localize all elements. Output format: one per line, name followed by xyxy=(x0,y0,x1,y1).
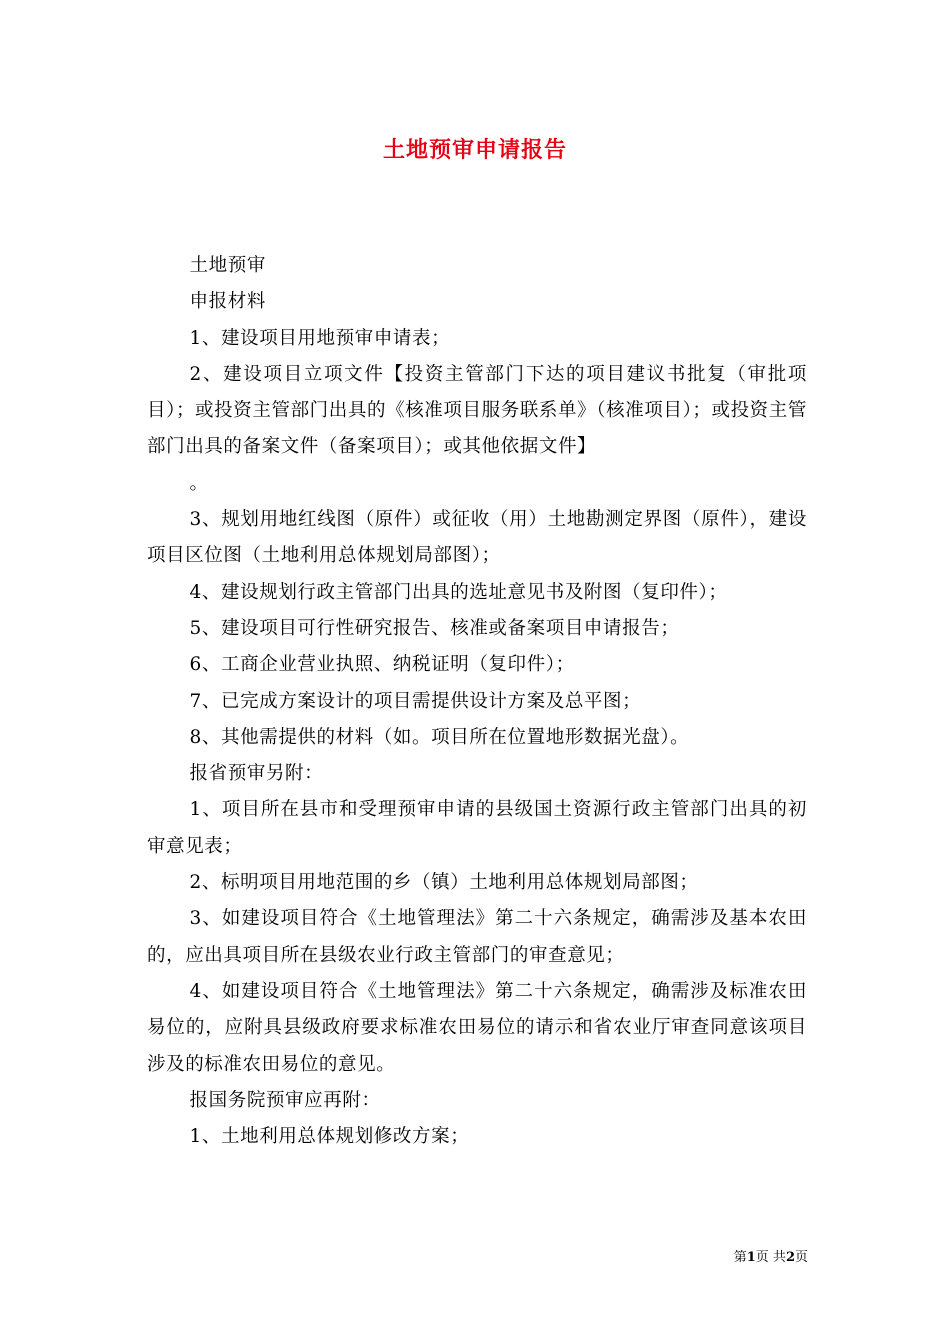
footer-prefix: 第 xyxy=(733,1250,747,1265)
page-title: 土地预审申请报告 xyxy=(382,137,567,163)
page-footer xyxy=(734,1246,808,1265)
list-item: 4、如建设项目符合《土地管理法》第二十六条规定，确需涉及标准农田易位的，应附具县级政府要求标准农田易位的请示和省农业厅审查同意该项目涉及的标准农田易位的意见。 xyxy=(147,980,807,1075)
list-item: 3、如建设项目符合《土地管理法》第二十六条规定，确需涉及基本农田的，应出具项目所在县级农业行政主管部门的审查意见； xyxy=(147,908,807,966)
total-page-number: 2 xyxy=(785,1250,795,1265)
list-item: 6、工商企业营业执照、纳税证明（复印件）； xyxy=(189,654,575,676)
paragraph-heading: 土地预审 xyxy=(189,255,266,276)
list-item: 1、项目所在县市和受理预审申请的县级国土资源行政主管部门出具的初审意见表； xyxy=(147,799,807,857)
section-label: 报省预审另附： xyxy=(189,763,324,785)
list-item-continuation: 。 xyxy=(189,472,209,494)
list-item: 2、标明项目用地范围的乡（镇）土地利用总体规划局部图； xyxy=(189,872,699,894)
list-item: 4、建设规划行政主管部门出具的选址意见书及附图（复印件）； xyxy=(189,581,728,603)
document-body xyxy=(147,248,807,1155)
list-item: 3、规划用地红线图（原件）或征收（用）土地勘测定界图（原件），建设项目区位图（土地利用总体规划局部图）； xyxy=(147,509,807,567)
list-item: 7、已完成方案设计的项目需提供设计方案及总平图； xyxy=(189,690,642,712)
list-item: 5、建设项目可行性研究报告、核准或备案项目申请报告； xyxy=(189,617,680,639)
paragraph-subheading: 申报材料 xyxy=(189,291,266,313)
section-label: 报国务院预审应再附： xyxy=(189,1089,381,1111)
list-item: 1、土地利用总体规划修改方案； xyxy=(189,1126,470,1148)
list-item: 8、其他需提供的材料（如。项目所在位置地形数据光盘）。 xyxy=(189,726,690,748)
footer-suffix: 页 xyxy=(794,1250,808,1265)
current-page-number: 1 xyxy=(746,1250,756,1265)
list-item: 2、建设项目立项文件【投资主管部门下达的项目建议书批复（审批项目）；或投资主管部门出具的《核准项目服务联系单》（核准项目）；或投资主管部门出具的备案文件（备案项目）；或其他依据文件】 xyxy=(147,363,807,458)
list-item: 1、建设项目用地预审申请表； xyxy=(189,327,451,349)
footer-middle: 页 共 xyxy=(755,1250,786,1265)
